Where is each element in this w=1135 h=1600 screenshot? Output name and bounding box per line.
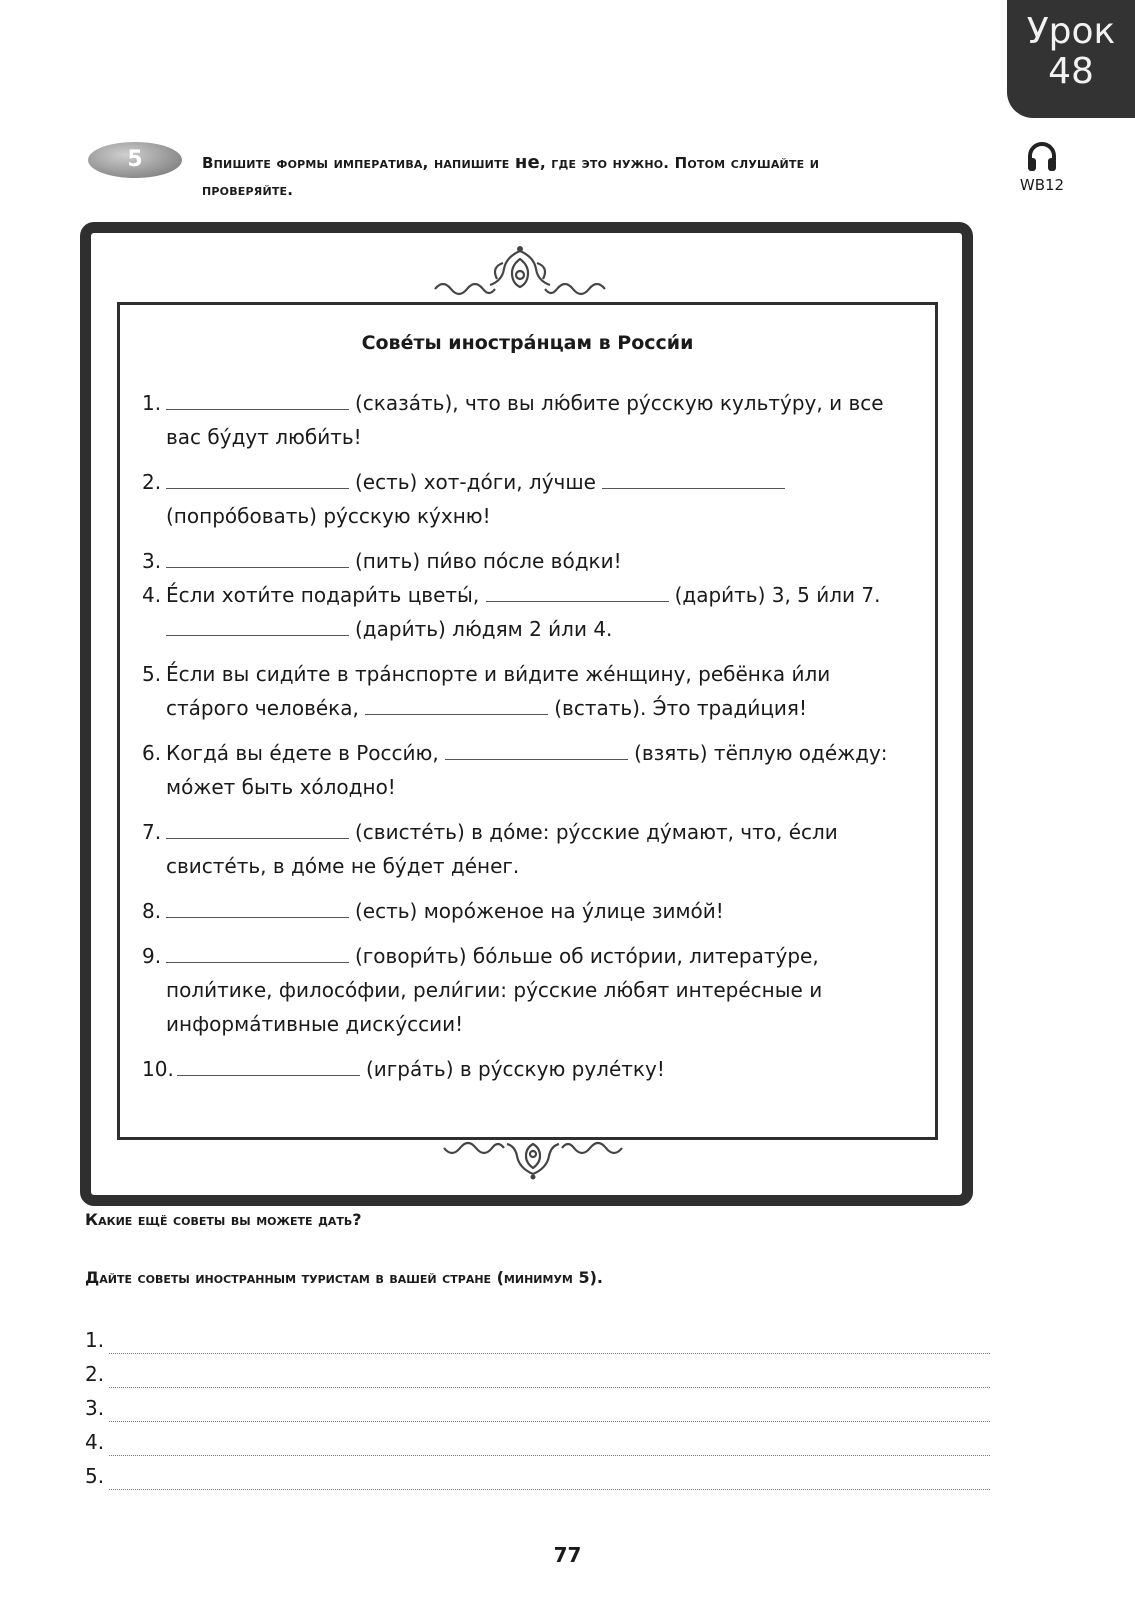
question-2: Дайте советы иностранным туристам в вашей стране (минимум 5). <box>85 1268 603 1287</box>
answer-blank[interactable] <box>166 944 349 963</box>
exercise-item-1 <box>142 386 922 454</box>
item-text: (свисте́ть) в до́ме: ру́сские ду́мают, что, е́сли <box>355 820 838 844</box>
answer-line-2[interactable] <box>85 1362 990 1392</box>
item-number: 1. <box>142 391 162 415</box>
exercise-item-9 <box>142 939 922 1041</box>
item-number: 4. <box>142 583 162 607</box>
instruction-text-1: Впишите формы императива, напишите <box>202 154 515 172</box>
instruction-emphasis: не <box>514 152 540 173</box>
answer-line-rule <box>109 1387 990 1388</box>
exercise-item-10 <box>142 1052 922 1086</box>
item-text-pre: Е́сли хоти́те подари́ть цветы́, <box>166 583 480 607</box>
headphones-icon <box>1025 140 1059 172</box>
item-number: 10. <box>142 1057 174 1081</box>
exercise-item-2 <box>142 465 922 533</box>
answer-blank[interactable] <box>602 470 785 489</box>
lesson-number: 48 <box>1048 50 1094 92</box>
answer-line-number: 3. <box>85 1396 105 1420</box>
answer-blank[interactable] <box>166 391 349 410</box>
item-number: 2. <box>142 470 162 494</box>
answer-blank[interactable] <box>365 696 548 715</box>
lesson-tab <box>1007 0 1135 118</box>
item-text: (игра́ть) в ру́сскую руле́тку! <box>366 1057 665 1081</box>
answer-line-3[interactable] <box>85 1396 990 1426</box>
exercise-item-3 <box>142 544 922 578</box>
item-number: 8. <box>142 899 162 923</box>
answer-blank[interactable] <box>166 899 349 918</box>
item-text-pre: Когда́ вы е́дете в Росси́ю, <box>166 741 439 765</box>
exercise-item-4 <box>142 578 922 646</box>
question-1: Какие ещё советы вы можете дать? <box>85 1210 362 1229</box>
item-number: 9. <box>142 944 162 968</box>
answer-blank[interactable] <box>177 1057 360 1076</box>
answer-line-rule <box>109 1489 990 1490</box>
item-text: (есть) хот-до́ги, лу́чше <box>355 470 596 494</box>
answer-line-rule <box>109 1353 990 1354</box>
item-text: Е́сли вы сиди́те в тра́нспорте и ви́дите же́нщину, ребёнка и́ли <box>166 662 831 686</box>
item-text: (сказа́ть), что вы лю́бите ру́сскую культу́ру, и все <box>355 391 884 415</box>
answer-line-number: 4. <box>85 1430 105 1454</box>
item-text-cont: вас бу́дут люби́ть! <box>166 425 362 449</box>
item-text-cont: поли́тике, филосо́фии, рели́гии: ру́сские лю́бят интере́сные и <box>166 978 823 1002</box>
advice-box-title: Сове́ты иностра́нцам в Росси́и <box>361 332 694 354</box>
answer-line-1[interactable] <box>85 1328 990 1358</box>
item-number: 3. <box>142 549 162 573</box>
answer-line-number: 5. <box>85 1464 105 1488</box>
item-text-cont: информа́тивные диску́ссии! <box>166 1012 464 1036</box>
item-text: (есть) моро́женое на у́лице зимо́й! <box>355 899 724 923</box>
exercise-item-7 <box>142 815 922 883</box>
answer-blank[interactable] <box>445 741 628 760</box>
exercise-item-6 <box>142 736 922 804</box>
ornament-bottom <box>438 1140 628 1180</box>
item-text-cont: (встать). Э́то тради́ция! <box>554 696 807 720</box>
page-number: 77 <box>553 1543 582 1567</box>
answer-line-5[interactable] <box>85 1464 990 1494</box>
exercise-item-5 <box>142 657 922 725</box>
item-text: (говори́ть) бо́льше об исто́рии, литерату́ре, <box>355 944 819 968</box>
item-text-cont: мо́жет быть хо́лодно! <box>166 775 396 799</box>
answer-blank[interactable] <box>166 549 349 568</box>
answer-blank[interactable] <box>166 617 349 636</box>
item-text: (пить) пи́во по́сле во́дки! <box>355 549 622 573</box>
item-number: 7. <box>142 820 162 844</box>
item-text-pre: ста́рого челове́ка, <box>166 696 359 720</box>
answer-line-number: 1. <box>85 1328 105 1352</box>
exercise-number-badge: 5 <box>88 142 182 178</box>
answer-line-rule <box>109 1455 990 1456</box>
exercise-instruction <box>202 149 902 204</box>
item-text-cont: свисте́ть, в до́ме не бу́дет де́нег. <box>166 854 520 878</box>
exercise-item-8 <box>142 894 922 928</box>
lesson-label: Урок <box>1026 11 1116 52</box>
item-text-cont: (дари́ть) лю́дям 2 и́ли 4. <box>355 617 613 641</box>
answer-blank[interactable] <box>166 470 349 489</box>
answer-line-number: 2. <box>85 1362 105 1386</box>
item-number: 6. <box>142 741 162 765</box>
item-text-cont: (попро́бовать) ру́сскую ку́хню! <box>166 504 491 528</box>
ornament-top <box>425 245 615 301</box>
answer-blank[interactable] <box>486 583 669 602</box>
instruction-text-2: , где это нужно. Потом слушайте и проверяйте. <box>202 154 820 199</box>
item-text: (взять) тёплую оде́жду: <box>634 741 888 765</box>
answer-line-4[interactable] <box>85 1430 990 1460</box>
audio-track-label: WB12 <box>1019 176 1065 194</box>
audio-track[interactable] <box>1012 140 1072 194</box>
answer-blank[interactable] <box>166 820 349 839</box>
answer-line-rule <box>109 1421 990 1422</box>
item-text: (дари́ть) 3, 5 и́ли 7. <box>674 583 881 607</box>
item-number: 5. <box>142 662 162 686</box>
